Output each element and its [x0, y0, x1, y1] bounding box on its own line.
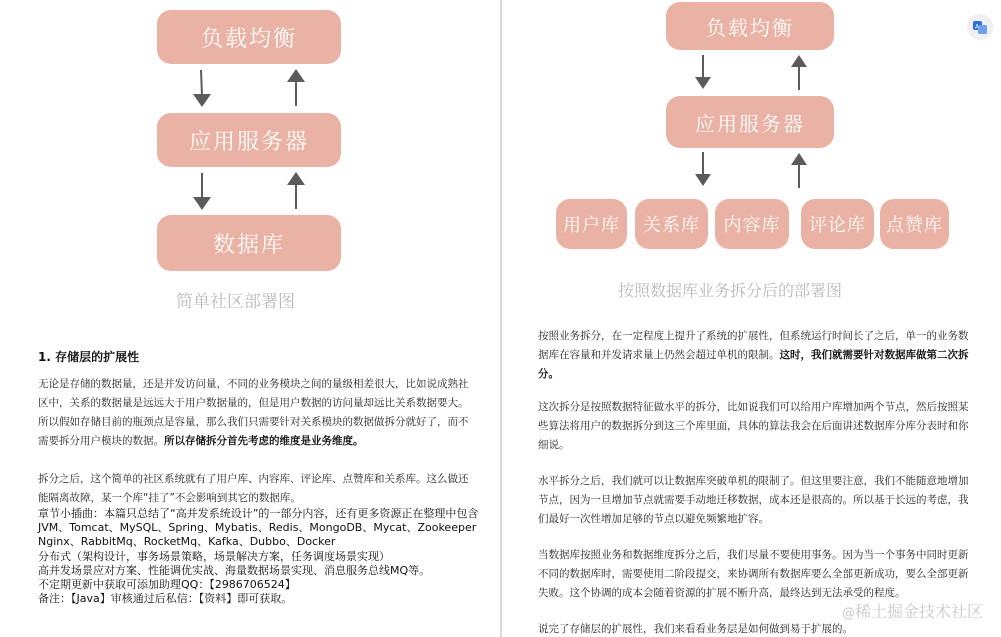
- promo-block: [38, 507, 478, 606]
- svg-text:A: A: [975, 23, 980, 31]
- db-box-relation: 关系库: [635, 199, 708, 249]
- promo-line: 不定期更新中获取可添加助理QQ：【2986706524】: [38, 578, 296, 592]
- arrow-up-icon: [284, 169, 308, 211]
- arrow-down-icon: [190, 68, 214, 110]
- app-server-box: 应用服务器: [666, 96, 834, 148]
- bold-sentence: 这时，我们就需要针对数据库做第二次拆分。: [538, 349, 969, 380]
- paragraph: 水平拆分之后，我们就可以让数据库突破单机的限制了。但这里要注意，我们不能随意地增加节点，因为一旦增加节点就需要手动地迁移数据，成本还是很高的。所以基于长远的考虑，我们最好一次性增加足够的节点以避免频繁地扩容。: [538, 475, 969, 525]
- watermark-text: 稀土掘金技术社区: [854, 602, 983, 621]
- bold-sentence: 所以存储拆分首先考虑的维度是业务维度。: [164, 435, 364, 447]
- section-heading: 1. 存储层的扩展性: [38, 350, 140, 364]
- arrow-down-icon: [692, 150, 714, 190]
- db-box-content: 内容库: [715, 199, 789, 249]
- promo-line: 章节小插曲：本篇只总结了“高并发系统设计”的一部分内容，还有更多资源正在整理中包含: [38, 507, 479, 520]
- paragraph: 无论是存储的数据量，还是并发访问量，不同的业务模块之间的量级相差很大，比如说成熟社区中，关系的数据量是远远大于用户数据量的，但是用户数据的访问量却远比关系数据要大。所以假如存储目前的瓶颈点是容量，那么我们只需要针对关系模块的数据做拆分就好了，而不需要拆分用户模块的数据。所以存储拆分首先考虑的维度是业务维度。: [38, 378, 469, 447]
- db-box-like: 点赞库: [880, 199, 949, 249]
- app-server-box: 应用服务器: [157, 113, 341, 167]
- arrow-up-icon: [284, 66, 308, 108]
- load-balancer-box: 负载均衡: [157, 10, 341, 64]
- paragraph: 当数据库按照业务和数据维度拆分之后，我们尽量不要使用事务。因为当一个事务中同时更新不同的数据库时，需要使用二阶段提交，来协调所有数据库要么全部更新成功，要么全部更新失败。这个协调的成本会随着资源的扩展不断升高，最终达到无法承受的程度。: [538, 549, 969, 599]
- db-box-user: 用户库: [556, 199, 627, 249]
- paragraph: 拆分之后，这个简单的社区系统就有了用户库、内容库、评论库、点赞库和关系库。这么做还能隔离故障，某一个库“挂了”不会影响到其它的数据库。: [38, 473, 469, 504]
- promo-line: 高并发场景应对方案、性能调优实战、海量数据场景实现、消息服务总线MQ等。: [38, 563, 431, 577]
- arrow-up-icon: [788, 150, 810, 190]
- arrow-up-icon: [788, 52, 810, 92]
- diagram-caption: 简单社区部署图: [176, 292, 295, 312]
- watermark: [842, 599, 983, 622]
- load-balancer-box: 负载均衡: [666, 2, 834, 50]
- arrow-down-icon: [692, 53, 714, 93]
- promo-line: Nginx、RabbitMq、RocketMq、Kafka、Dubbo、Docker: [38, 535, 336, 549]
- paragraph: 按照业务拆分，在一定程度上提升了系统的扩展性，但系统运行时间长了之后，单一的业务数据库在容量和并发请求量上仍然会超过单机的限制。这时，我们就需要针对数据库做第二次拆分。: [538, 330, 969, 380]
- watermark-at: @: [841, 606, 855, 621]
- promo-line: JVM、Tomcat、MySQL、Spring、Mybatis、Redis、MongoDB、Mycat、Zookeeper: [38, 521, 477, 535]
- paragraph: 这次拆分是按照数据特征做水平的拆分，比如说我们可以给用户库增加两个节点，然后按照某些算法将用户的数据拆分到这三个库里面，具体的算法我会在后面讲述数据库分库分表时和你细说。: [538, 401, 969, 451]
- paragraph: 说完了存储层的扩展性，我们来看看业务层是如何做到易于扩展的。: [538, 623, 853, 635]
- diagram-caption: 按照数据库业务拆分后的部署图: [618, 281, 843, 300]
- promo-line: 分布式（架构设计，事务场景策略，场景解决方案，任务调度场景实现）: [38, 549, 390, 563]
- translate-badge-icon[interactable]: [967, 14, 993, 40]
- promo-line: 备注：【Java】审核通过后私信：【资料】即可获取。: [38, 592, 293, 606]
- db-box-comment: 评论库: [801, 199, 874, 249]
- database-box: 数据库: [157, 215, 341, 271]
- right-page: [502, 0, 1001, 637]
- arrow-down-icon: [190, 171, 214, 213]
- left-page: [0, 0, 500, 637]
